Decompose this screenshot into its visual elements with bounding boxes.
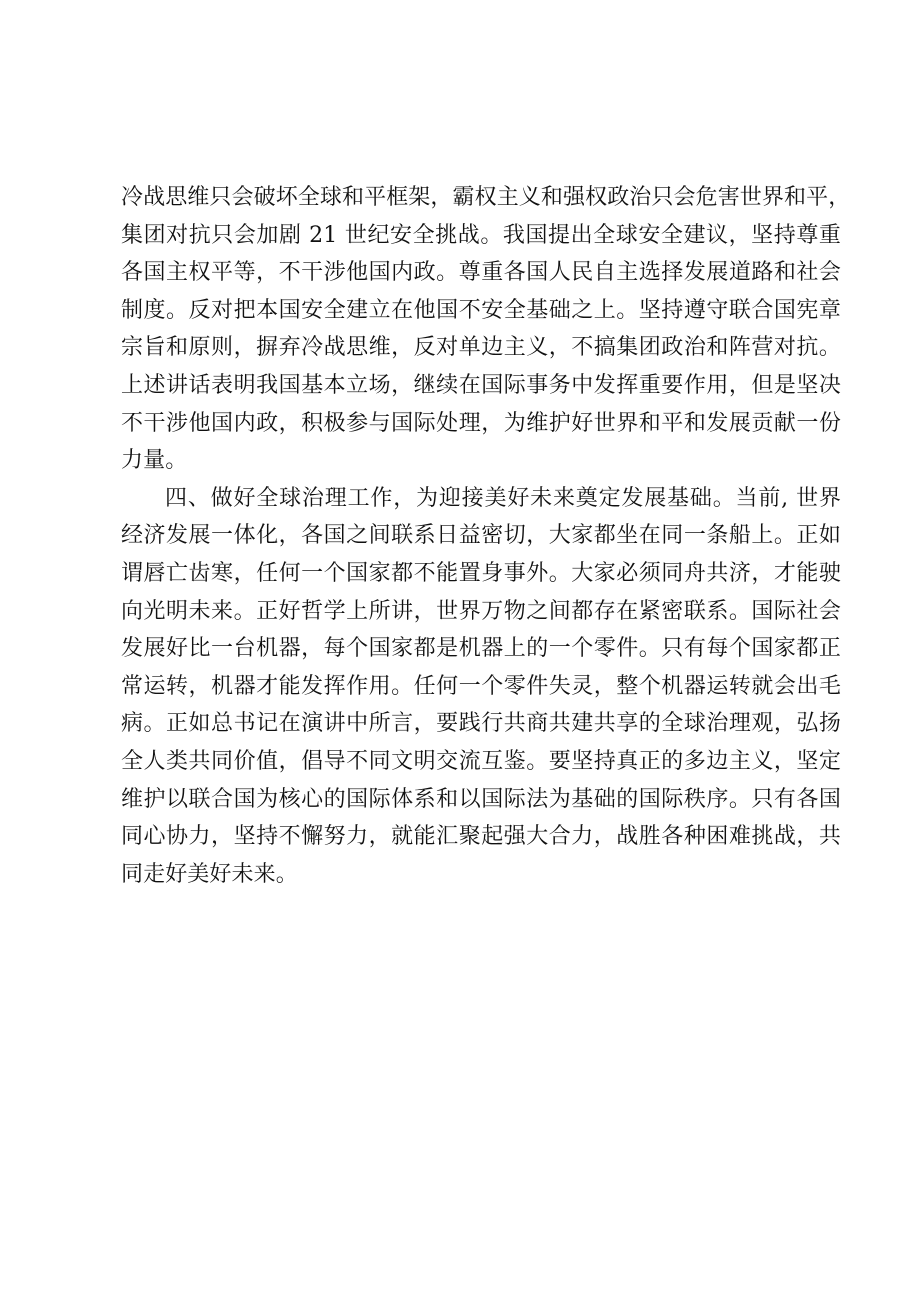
text-line: 集团对抗只会加剧 21 世纪安全挑战。我国提出全球安全建议，坚持尊重	[121, 222, 841, 248]
text-line: 全人类共同价值，倡导不同文明交流互鉴。要坚持真正的多边主义，坚定	[121, 748, 841, 774]
text-line: 同走好美好未来。	[121, 861, 298, 887]
text-line: 各国主权平等，不干涉他国内政。尊重各国人民自主选择发展道路和社会	[121, 260, 841, 286]
text-line: 经济发展一体化，各国之间联系日益密切，大家都坐在同一条船上。正如	[121, 523, 841, 549]
text-line: 冷战思维只会破坏全球和平框架，霸权主义和强权政治只会危害世界和平，	[121, 185, 851, 210]
text-line: 谓唇亡齿寒，任何一个国家都不能置身事外。大家必须同舟共济，才能驶	[121, 560, 841, 586]
paragraph-1	[121, 179, 851, 480]
text-line: 力量。	[121, 448, 188, 474]
text-line: 上述讲话表明我国基本立场，继续在国际事务中发挥重要作用，但是坚决	[121, 372, 841, 398]
text-line: 制度。反对把本国安全建立在他国不安全基础之上。坚持遵守联合国宪章	[121, 297, 841, 323]
text-line: 不干涉他国内政，积极参与国际处理，为维护好世界和平和发展贡献一份	[121, 410, 841, 436]
text-line: 发展好比一台机器，每个国家都是机器上的一个零件。只有每个国家都正	[121, 636, 841, 662]
text-line: 四、做好全球治理工作，为迎接美好未来奠定发展基础。当前, 世界	[165, 485, 841, 511]
body-text	[121, 179, 851, 893]
paragraph-2	[121, 480, 841, 894]
text-line: 宗旨和原则，摒弃冷战思维，反对单边主义，不搞集团政治和阵营对抗。	[121, 335, 841, 361]
text-line: 常运转，机器才能发挥作用。任何一个零件失灵，整个机器运转就会出毛	[121, 673, 841, 699]
text-line: 同心协力，坚持不懈努力，就能汇聚起强大合力，战胜各种困难挑战，共	[121, 824, 841, 850]
text-line: 向光明未来。正好哲学上所讲，世界万物之间都存在紧密联系。国际社会	[121, 598, 841, 624]
text-line: 维护以联合国为核心的国际体系和以国际法为基础的国际秩序。只有各国	[121, 786, 841, 812]
text-line: 病。正如总书记在演讲中所言，要践行共商共建共享的全球治理观，弘扬	[121, 711, 841, 737]
